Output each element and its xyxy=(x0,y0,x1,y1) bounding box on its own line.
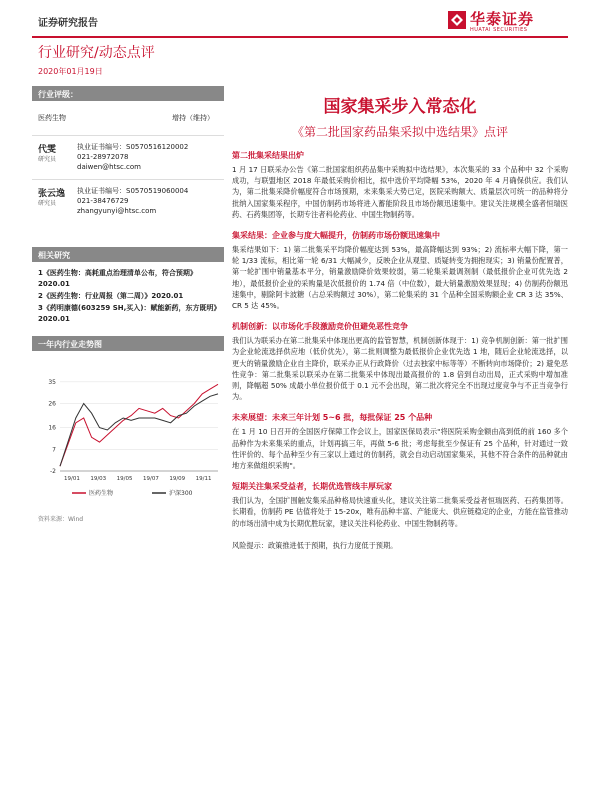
analyst-info xyxy=(77,186,188,216)
y-tick-label: 7 xyxy=(52,446,56,454)
logo-text-cn: 华泰证券 xyxy=(470,10,535,28)
x-tick-label: 19/01 xyxy=(64,476,80,482)
section-body: 我们认为联采办在第二批集采中体现出更高的监管智慧，机制创新体现于：1) 竞争机制创新：第一批扩围为企业轮流选择供应地（低价优先），第二批则调整为最低报价企业优先选 1 地，随后企业轮流选择，以更大的销量激励企业自主降价，联采办正从行政降价（过去独家中标等等）不断转向市场降价；2) 避免恶性竞争：第二批集采以联采办在第二批集采中体现出最高报价的 1.8 倍到自动出局，正式采购中增加准则，降幅超 50% 成最小单位报价低于 0.1 元不会出现，第二批次将完全不出现过度竞争与不正当竞争行为。 xyxy=(232,336,568,402)
y-tick-label: -2 xyxy=(50,468,56,475)
legend-label: 医药生物 xyxy=(89,490,114,497)
main-content xyxy=(232,86,568,551)
analyst-phone: 021-38476729 xyxy=(77,197,129,205)
analyst-role: 研究员 xyxy=(38,200,57,207)
rating-industry: 医药生物 xyxy=(38,114,66,122)
rating-head: 行业评级： xyxy=(32,86,224,101)
related-item[interactable]: 2《医药生物：行业周报（第二周）》2020.01 xyxy=(38,292,184,300)
section-body: 在 1 月 10 日召开的全国医疗保障工作会议上，国家医保局表示"将医院采购金额由高到低的前 160 多个品种作为未来集采的重点，计划再搞三年，再做 5-6 批；考虑每批至少保证有 25 个品种，针对通过一致性评价的、每个品种至少有三家以上通过的仿制药，就会自动启动国家集采，其他不符合条件的品种就由地方来做组织采购"。 xyxy=(232,427,568,471)
report-category: 行业研究/动态点评 xyxy=(38,45,155,61)
chart-head: 一年内行业走势图 xyxy=(32,336,224,351)
analyst-email[interactable]: zhangyunyi@htsc.com xyxy=(77,207,157,215)
related-item[interactable]: 1《医药生物：高耗重点治理清单公布，符合预期》2020.01 xyxy=(38,269,197,288)
y-tick-label: 35 xyxy=(48,378,56,386)
section-body: 集采结果如下：1) 第二批集采平均降价幅度达到 53%，最高降幅达到 93%；2) 流标率大幅下降，第一轮 1/33 流标，相比第一轮 6/31 大幅减少，反映企业从观望、质疑转变为拥抱现实；3) 销量份配置普，第一轮扩围中销量基本平分，销量激励降价效果较弱，第二轮集采最调剂制（最低报价企业可优先选 2 地），最低报价企业的采购量是次低报价的 1.74 倍（中位数），最大销量激励效果显现；4) 仿制药份额迅速集中，剔除阿卡波糖（占总采购额过 30%），第二轮集采的 31 个品种全国采购额企业 CR 3 达 35%、CR 5 达 45%。 xyxy=(232,245,568,311)
related-item[interactable]: 3《药明康德(603259 SH,买入)：赋能新药，东方既明》2020.01 xyxy=(38,304,217,323)
section-heading: 机制创新：以市场化手段激励竞价但避免恶性竞争 xyxy=(232,322,408,332)
x-tick-label: 19/11 xyxy=(195,476,212,482)
series-line xyxy=(60,384,218,466)
section-heading: 第二批集采结果出炉 xyxy=(232,151,304,160)
page-subtitle: 《第二批国家药品集采拟中选结果》点评 xyxy=(291,125,508,139)
y-tick-label: 26 xyxy=(48,400,56,408)
analyst-cert: 执业证书编号：S0570516120002 xyxy=(77,143,189,151)
page-title: 国家集采步入常态化 xyxy=(323,97,477,117)
analyst-role: 研究员 xyxy=(38,156,57,163)
report-date: 2020年01月19日 xyxy=(38,67,103,76)
analyst-email[interactable]: daiwen@htsc.com xyxy=(77,163,141,171)
rating-row xyxy=(32,101,224,135)
series-line xyxy=(60,394,218,466)
x-tick-label: 19/03 xyxy=(90,476,107,482)
related-list xyxy=(32,262,224,332)
trend-chart-svg xyxy=(32,351,224,511)
trend-chart xyxy=(32,351,224,511)
related-head: 相关研究 xyxy=(32,247,224,262)
analyst-info xyxy=(77,142,188,172)
chart-source: 资料来源：Wind xyxy=(38,516,84,523)
report-type: 证券研究报告 xyxy=(38,18,98,29)
logo-text-en: HUATAI SECURITIES xyxy=(470,27,528,33)
section-body: 1 月 17 日联采办公告《第二批国家组织药品集中采购拟中选结果》，本次集采的 33 个品种中 32 个采购成功，与联盟地区 2018 年最低采购价相比，拟中选价平均降幅 53%，2020 年 4 月确保供应。我们认为，第二批集采降价幅度符合市场预期，未来集采大势已定，医院采购额大、质量层次可统一的品种将分批纳入国家集采程序，中国仿制药市场将进入蓄能阶段且市场份额迅速集中。建议关注规模全盛者恒瑞医药、石药集团等，长期专注者科伦药业、中国生物制药等。 xyxy=(232,165,568,219)
legend-label: 沪深300 xyxy=(169,490,193,497)
section-body: 我们认为，全国扩围触发集采品种格局快速重头化，建议关注第二批集采受益者恒瑞医药、石药集团等。长期看，仿制药 PE 估值将处于 15-20x，唯有品种丰富、产能庞大、供应链稳定的企业，方能在监管推动的市场出清中成为长期优胜玩家，建议关注科伦药业、中国生物制药等。 xyxy=(232,496,568,528)
x-tick-label: 19/07 xyxy=(143,476,159,482)
analyst-name: 张云逸 xyxy=(38,189,66,199)
analyst-card xyxy=(32,135,224,179)
section-heading: 短期关注集采受益者，长期优选管线丰厚玩家 xyxy=(232,482,392,492)
analyst-phone: 021-28972078 xyxy=(77,153,129,161)
sidebar xyxy=(32,86,224,526)
company-logo xyxy=(448,8,568,36)
analyst-cert: 执业证书编号：S0570519060004 xyxy=(77,187,189,195)
x-tick-label: 19/09 xyxy=(169,476,186,482)
x-tick-label: 19/05 xyxy=(116,476,133,482)
analyst-card xyxy=(32,179,224,223)
y-tick-label: 16 xyxy=(48,424,56,432)
section-heading: 集采结果：企业参与度大幅提升，仿制药市场份额迅速集中 xyxy=(232,231,440,241)
section-heading: 未来展望：未来三年计划 5~6 批，每批保证 25 个品种 xyxy=(232,413,433,423)
risk-warning: 风险提示：政策推进低于预期，执行力度低于预期。 xyxy=(232,540,398,550)
rating-grade: 增持（维持） xyxy=(172,114,214,122)
analyst-name: 代雯 xyxy=(38,145,57,155)
header-rule xyxy=(32,36,568,38)
logo-mark-icon xyxy=(448,11,466,29)
